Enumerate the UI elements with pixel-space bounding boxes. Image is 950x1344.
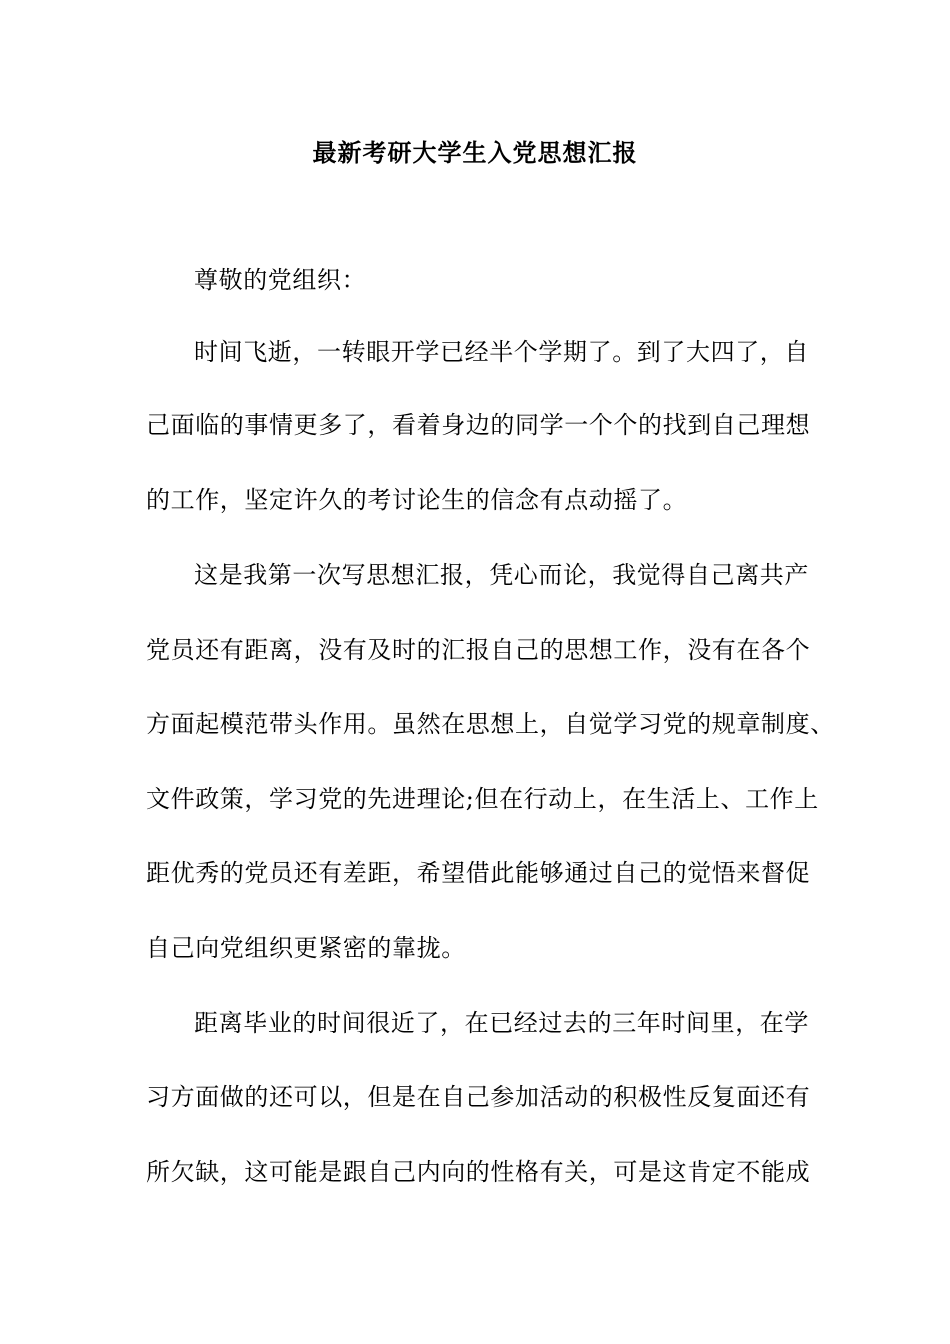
- body-line-3: 的工作，坚定许久的考讨论生的信念有点动摇了。: [146, 486, 688, 514]
- body-line-8: 距优秀的党员还有差距，希望借此能够通过自己的觉悟来督促: [146, 859, 811, 887]
- salutation: 尊敬的党组织：: [194, 266, 367, 294]
- body-line-2: 己面临的事情更多了，看着身边的同学一个个的找到自己理想: [146, 411, 811, 439]
- body-line-7: 文件政策，学习党的先进理论;但在行动上，在生活上、工作上: [146, 785, 819, 813]
- body-line-1: 时间飞逝，一转眼开学已经半个学期了。到了大四了，自: [194, 338, 809, 366]
- body-line-11: 习方面做的还可以，但是在自己参加活动的积极性反复面还有: [146, 1083, 811, 1111]
- body-line-6: 方面起模范带头作用。虽然在思想上，自觉学习党的规章制度、: [146, 710, 835, 738]
- body-line-10: 距离毕业的时间很近了，在已经过去的三年时间里，在学: [194, 1009, 809, 1037]
- document-title: 最新考研大学生入党思想汇报: [312, 138, 638, 167]
- body-line-12: 所欠缺，这可能是跟自己内向的性格有关，可是这肯定不能成: [146, 1158, 811, 1186]
- body-line-5: 党员还有距离，没有及时的汇报自己的思想工作，没有在各个: [146, 636, 811, 664]
- body-line-4: 这是我第一次写思想汇报，凭心而论，我觉得自己离共产: [194, 561, 809, 589]
- body-line-9: 自己向党组织更紧密的靠拢。: [146, 934, 466, 962]
